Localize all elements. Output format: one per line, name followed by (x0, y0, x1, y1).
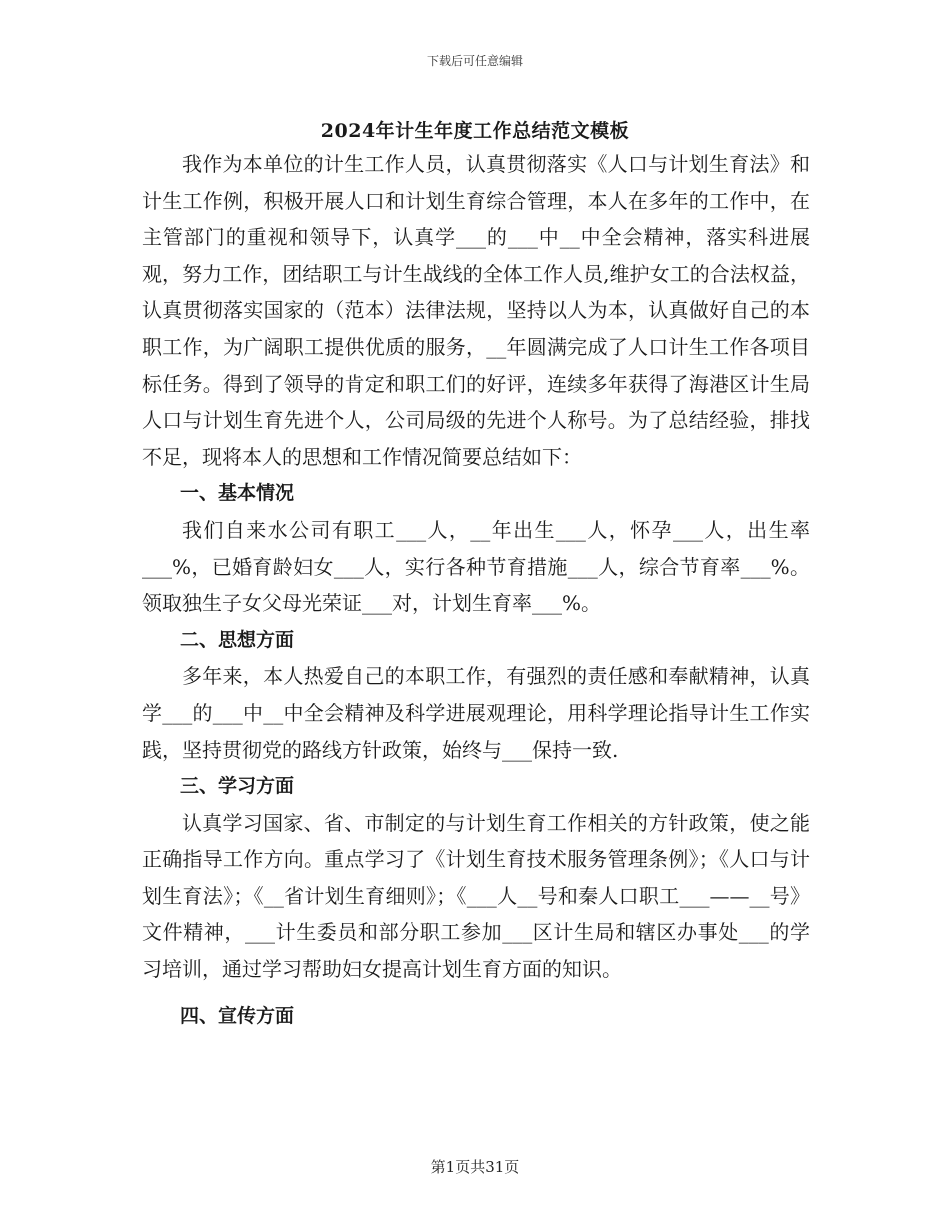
page-footer: 第1页共31页 (430, 1158, 520, 1176)
intro-paragraph: 我作为本单位的计生工作人员，认真贯彻落实《人口与计划生育法》和计生工作例，积极开展人口和计划生育综合管理，本人在多年的工作中，在主管部门的重视和领导下，认真学___的___中__中全会精神，落实科进展观，努力工作，团结职工与计生战线的全体工作人员,维护女工的合法权益，认真贯彻落实国家的（范本）法律法规，坚持以人为本，认真做好自己的本职工作，为广阔职工提供优质的服务，__年圆满完成了人口计生工作各项目标任务。得到了领导的肯定和职工们的好评，连续多年获得了海港区计生局人口与计划生育先进个人，公司局级的先进个人称号。为了总结经验，排找不足，现将本人的思想和工作情况简要总结如下： (142, 152, 810, 469)
section-heading-publicity: 四、宣传方面 (180, 1004, 295, 1027)
section-heading-study: 三、学习方面 (180, 775, 295, 798)
section-heading-thought: 二、思想方面 (180, 628, 295, 651)
basic-paragraph: 我们自来水公司有职工___人，__年出生___人，怀孕___人，出生率___%，已婚育龄妇女___人，实行各种节育措施___人，综合节育率___%。领取独生子女父母光荣证___对，计划生育率___%。 (142, 517, 810, 616)
document-title: 2024年计生年度工作总结范文模板 (320, 120, 630, 142)
section-heading-basic: 一、基本情况 (180, 482, 295, 505)
document-body (142, 146, 810, 1034)
study-paragraph: 认真学习国家、省、市制定的与计划生育工作相关的方针政策，使之能正确指导工作方向。重点学习了《计划生育技术服务管理条例》；《人口与计划生育法》；《__省计划生育细则》；《___人__号和秦人口职工___——__号》文件精神，___计生委员和部分职工参加___区计生局和辖区办事处___的学习培训，通过学习帮助妇女提高计划生育方面的知识。 (142, 810, 810, 982)
header-note: 下载后可任意编辑 (426, 54, 523, 68)
thought-paragraph: 多年来，本人热爱自己的本职工作，有强烈的责任感和奉献精神，认真学___的___中__中全会精神及科学进展观理论，用科学理论指导计生工作实践，坚持贯彻党的路线方针政策，始终与___保持一致. (142, 664, 810, 762)
